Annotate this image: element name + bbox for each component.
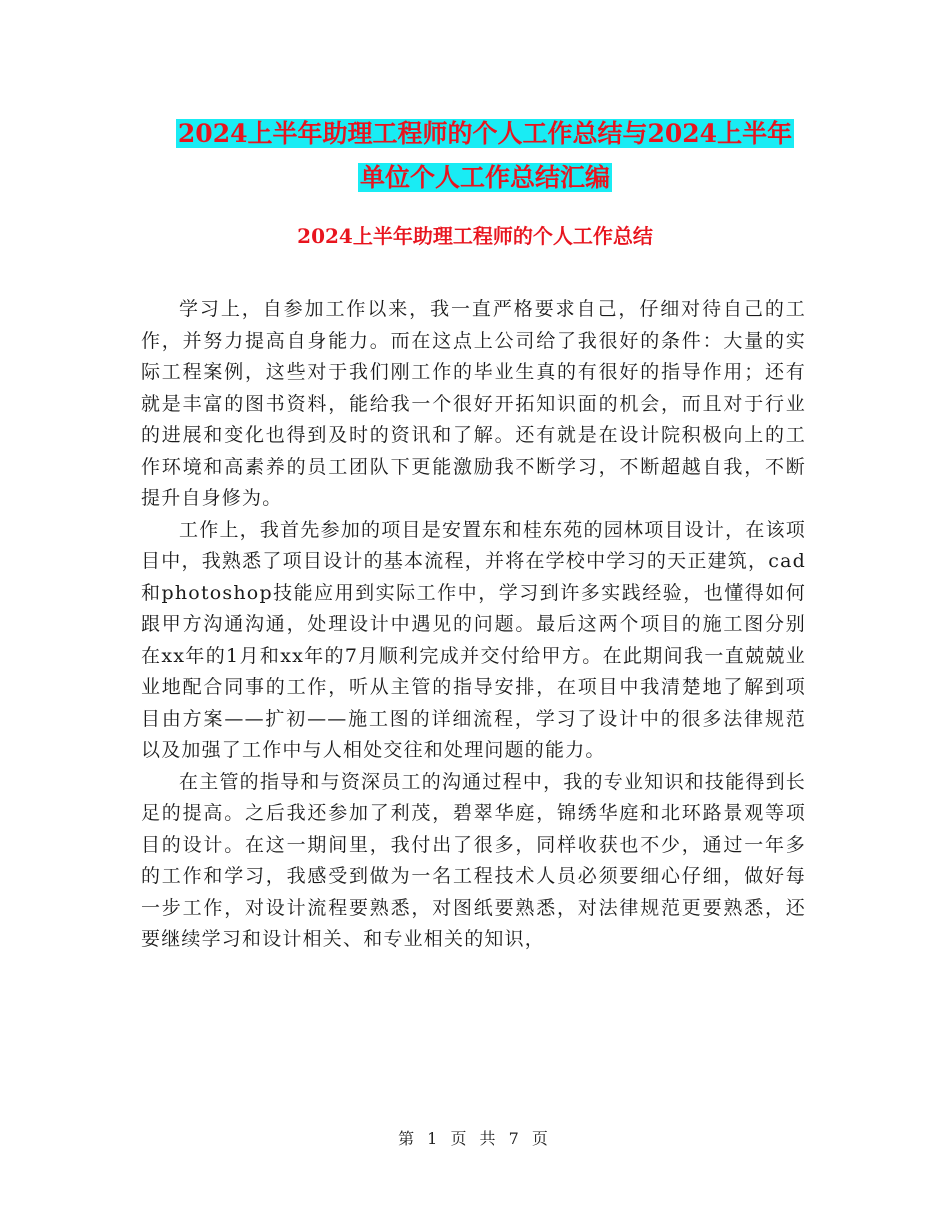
paragraph-work: 工作上，我首先参加的项目是安置东和桂东苑的园林项目设计，在该项目中，我熟悉了项目设计的基本流程，并将在学校中学习的天正建筑，cad和photoshop技能应用到实际工作中，学习到许多实践经验，也懂得如何跟甲方沟通沟通，处理设计中遇见的问题。最后这两个项目的施工图分别在xx年的1月和xx年的7月顺利完成并交付给甲方。在此期间我一直兢兢业业地配合同事的工作，听从主管的指导安排，在项目中我清楚地了解到项目由方案——扩初——施工图的详细流程，学习了设计中的很多法律规范以及加强了工作中与人相处交往和处理问题的能力。 (141, 518, 806, 761)
document-body (141, 294, 806, 956)
document-title-line-1: 2024上半年助理工程师的个人工作总结与2024上半年 (177, 119, 793, 148)
paragraph-study: 学习上，自参加工作以来，我一直严格要求自己，仔细对待自己的工作，并努力提高自身能力。而在这点上公司给了我很好的条件：大量的实际工程案例，这些对于我们刚工作的毕业生真的有很好的指导作用；还有就是丰富的图书资料，能给我一个很好开拓知识面的机会，而且对于行业的进展和变化也得到及时的资讯和了解。还有就是在设计院积极向上的工作环境和高素养的员工团队下更能激励我不断学习，不断超越自我，不断提升自身修为。 (141, 298, 806, 509)
page-number-footer: 第 1 页 共 7 页 (398, 1129, 552, 1148)
paragraph-growth: 在主管的指导和与资深员工的沟通过程中，我的专业知识和技能得到长足的提高。之后我还参加了利茂，碧翠华庭，锦绣华庭和北环路景观等项目的设计。在这一期间里，我付出了很多，同样收获也不少，通过一年多的工作和学习，我感受到做为一名工程技术人员必须要细心仔细，做好每一步工作，对设计流程要熟悉，对图纸要熟悉，对法律规范更要熟悉，还要继续学习和设计相关、和专业相关的知识， (141, 770, 806, 950)
document-title (140, 112, 830, 200)
section-title: 2024上半年助理工程师的个人工作总结 (297, 224, 653, 248)
document-title-line-2: 单位个人工作总结汇编 (359, 163, 610, 192)
